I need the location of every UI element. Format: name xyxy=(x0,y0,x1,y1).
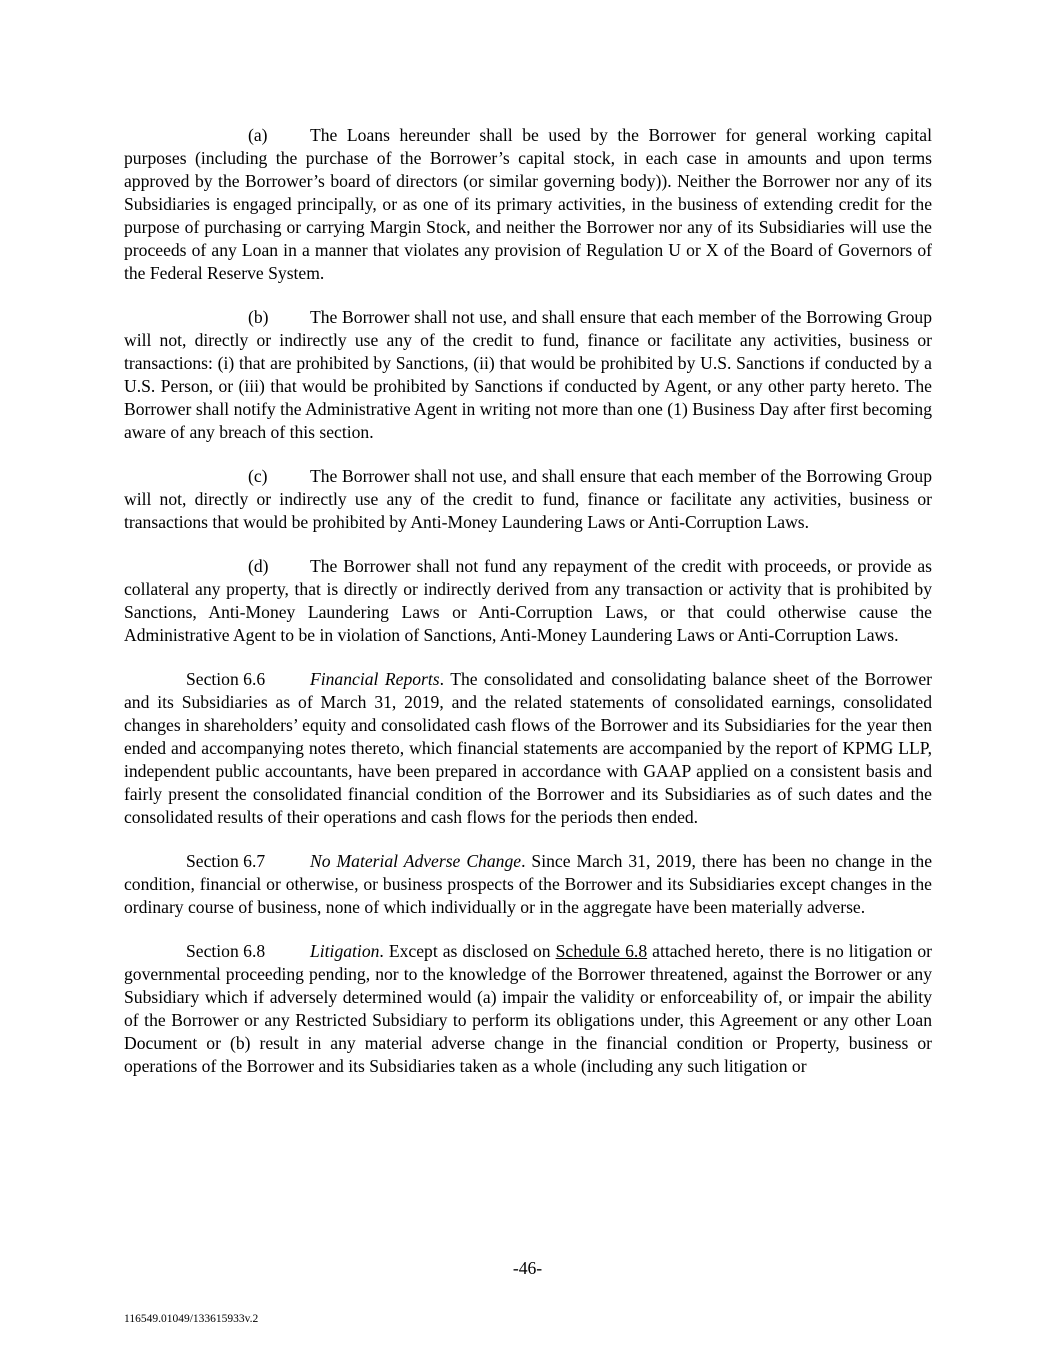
section-6-8-text-after: attached hereto, there is no litigation or governmental proceeding pending, nor to the knowledge of the Borrower threatened, against the Borrower or any Subsidiary which if adversely determined would (a) impair the validity or enforceability of, or impair the ability of the Borrower or any Restricted Subsidiary to perform its obligations under, this Agreement or any other Loan Document or (b) result in any material adverse change in the financial condition or Property, business or operations of the Borrower and its Subsidiaries taken as a whole (including any such litigation or xyxy=(124,941,933,1076)
page-number: -46- xyxy=(512,1258,543,1278)
section-6-6: Section 6.6 Financial Reports. The consolidated and consolidating balance sheet of the Borrower and its Subsidiaries as of March 31, 2019, and the related statements of consolidated earnings, consolidated changes in shareholders’ equity and consolidated cash flows of the Borrower and its Subsidiaries for the year then ended and accompanying notes thereto, which financial statements are accompanied by the report of KPMG LLP, independent public accountants, have been prepared in accordance with GAAP applied on a consistent basis and fairly present the consolidated financial condition of the Borrower and its Subsidiaries as of such dates and the consolidated results of their operations and cash flows for the periods then ended. xyxy=(124,669,932,827)
paragraph-a-text: The Loans hereunder shall be used by the Borrower for general working capital purposes (including the purchase of the Borrower’s capital stock, in each case in amounts and upon terms approved by the Borrower’s board of directors (or similar governing body)). Neither the Borrower nor any of its Subsidiaries is engaged principally, or as one of its primary activities, in the business of extending credit for the purpose of purchasing or carrying Margin Stock, and neither the Borrower nor any of its Subsidiaries will use the proceeds of any Loan in a manner that violates any provision of Regulation U or X of the Board of Governors of the Federal Reserve System. xyxy=(124,125,932,283)
section-6-8: Section 6.8 Litigation. Except as disclosed on Schedule 6.8 attached hereto, there is no litigation or governmental proceeding pending, nor to the knowledge of the Borrower threatened, against the Borrower or any Subsidiary which if adversely determined would (a) impair the validity or enforceability of, or impair the ability of the Borrower or any Restricted Subsidiary to perform its obligations under, this Agreement or any other Loan Document or (b) result in any material adverse change in the financial condition or Property, business or operations of the Borrower and its Subsidiaries taken as a whole (including any such litigation or xyxy=(124,941,933,1076)
section-6-7-title: No Material Adverse Change xyxy=(310,851,522,871)
schedule-6-8-reference: Schedule 6.8 xyxy=(555,941,648,961)
document-id: 116549.01049/133615933v.2 xyxy=(124,1313,259,1325)
section-6-6-title: Financial Reports xyxy=(310,669,440,689)
section-6-6-text: The consolidated and consolidating balance sheet of the Borrower and its Subsidiaries as of March 31, 2019, and the related statements of consolidated earnings, consolidated changes in shareholders’ equity and consolidated cash flows of the Borrower and its Subsidiaries for the year then ended and accompanying notes thereto, which financial statements are accompanied by the report of KPMG LLP, independent public accountants, have been prepared in accordance with GAAP applied on a consistent basis and fairly present the consolidated financial condition of the Borrower and its Subsidiaries as of such dates and the consolidated results of their operations and cash flows for the periods then ended. xyxy=(124,669,932,827)
section-6-6-number: Section 6.6 xyxy=(186,669,266,689)
section-6-7-text: Since March 31, 2019, there has been no change in the condition, financial or otherwise, or business prospects of the Borrower and its Subsidiaries except changes in the ordinary course of business, none of which individually or in the aggregate have been materially adverse. xyxy=(124,851,933,917)
paragraph-d-label: (d) xyxy=(248,556,269,576)
section-6-7: Section 6.7 No Material Adverse Change. Since March 31, 2019, there has been no change in the condition, financial or otherwise, or business prospects of the Borrower and its Subsidiaries except changes in the ordinary course of business, none of which individually or in the aggregate have been materially adverse. xyxy=(124,851,933,917)
paragraph-a xyxy=(124,124,932,285)
section-6-8-title: Litigation xyxy=(310,941,380,961)
section-6-8-number: Section 6.8 xyxy=(186,941,266,961)
paragraph-d xyxy=(124,555,932,647)
paragraph-b xyxy=(124,306,932,444)
paragraph-b-text: The Borrower shall not use, and shall ensure that each member of the Borrowing Group will not, directly or indirectly use any of the credit to fund, finance or facilitate any activities, business or transactions: (i) that are prohibited by Sanctions, (ii) that would be prohibited by U.S. Sanctions if conducted by a U.S. Person, or (iii) that would be prohibited by Sanctions if conducted by Agent, or any other party hereto. The Borrower shall notify the Administrative Agent in writing not more than one (1) Business Day after first becoming aware of any breach of this section. xyxy=(124,307,932,442)
section-6-8-text-before: Except as disclosed on xyxy=(388,941,551,961)
paragraph-c-label: (c) xyxy=(248,466,268,486)
paragraph-b-label: (b) xyxy=(248,307,269,327)
paragraph-d-text: The Borrower shall not fund any repayment of the credit with proceeds, or provide as collateral any property, that is directly or indirectly derived from any transaction or activity that is prohibited by Sanctions, Anti-Money Laundering Laws or Anti-Corruption Laws, or that could otherwise cause the Administrative Agent to be in violation of Sanctions, Anti-Money Laundering Laws or Anti-Corruption Laws. xyxy=(124,556,932,645)
section-6-7-number: Section 6.7 xyxy=(186,851,266,871)
paragraph-c xyxy=(124,465,932,534)
paragraph-a-label: (a) xyxy=(248,125,268,145)
document-page xyxy=(124,124,932,1099)
paragraph-c-text: The Borrower shall not use, and shall ensure that each member of the Borrowing Group will not, directly or indirectly use any of the credit to fund, finance or facilitate any activities, business or transactions that would be prohibited by Anti-Money Laundering Laws or Anti-Corruption Laws. xyxy=(124,466,932,532)
